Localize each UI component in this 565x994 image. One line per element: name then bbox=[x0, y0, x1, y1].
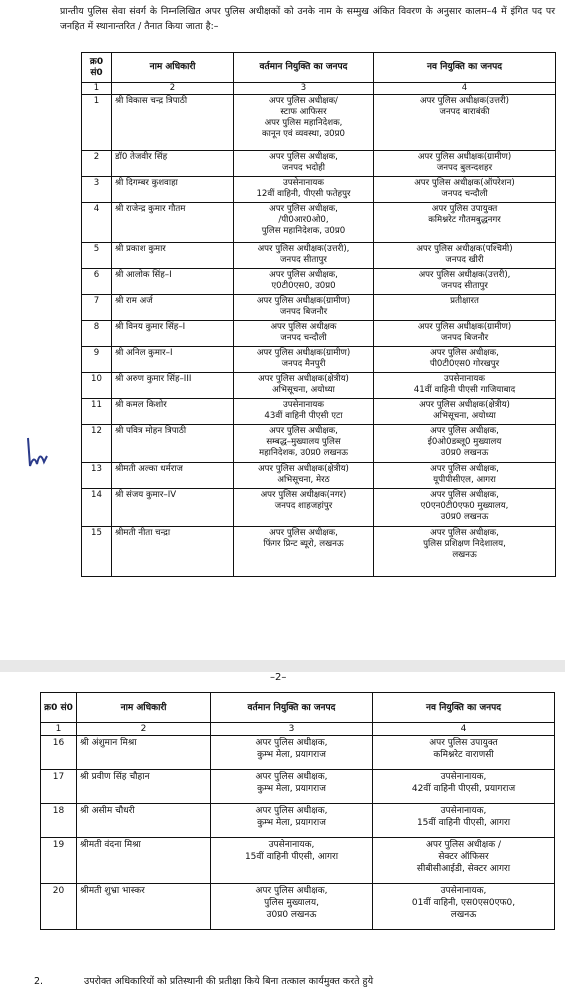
table-row bbox=[82, 399, 556, 425]
table-row bbox=[82, 269, 556, 295]
table-row bbox=[41, 838, 555, 884]
serial-number: 6 bbox=[82, 269, 112, 295]
table-row bbox=[82, 177, 556, 203]
serial-number: 9 bbox=[82, 347, 112, 373]
serial-number: 18 bbox=[41, 804, 77, 838]
current-posting: अपर पुलिस अधीक्षक(ग्रामीण) जनपद मैनपुरी bbox=[234, 347, 374, 373]
serial-number: 11 bbox=[82, 399, 112, 425]
new-posting: अपर पुलिस अधीक्षक, पी0टी0एस0 गोरखपुर bbox=[374, 347, 556, 373]
table-row bbox=[82, 347, 556, 373]
column-number: 3 bbox=[234, 83, 374, 95]
paragraph-number: 2. bbox=[34, 976, 44, 987]
order-page-2 bbox=[0, 672, 565, 994]
header-current-posting: वर्तमान नियुक्ति का जनपद bbox=[211, 693, 373, 723]
new-posting: अपर पुलिस अधीक्षक, पुलिस प्रशिक्षण निदेशालय, लखनऊ bbox=[374, 527, 556, 577]
officer-name: श्री आलोक सिंह–I bbox=[112, 269, 234, 295]
table-row bbox=[82, 95, 556, 151]
current-posting: अपर पुलिस अधीक्षक(क्षेत्रीय) अभिसूचना, मेरठ bbox=[234, 463, 374, 489]
column-number-row bbox=[82, 83, 556, 95]
table-row bbox=[41, 770, 555, 804]
officer-name: श्री अंशुमान मिश्रा bbox=[77, 736, 211, 770]
serial-number: 20 bbox=[41, 884, 77, 930]
serial-number: 12 bbox=[82, 425, 112, 463]
new-posting: अपर पुलिस अधीक्षक / सेक्टर ऑफिसर सीबीसीआईडी, सेक्टर आगरा bbox=[373, 838, 555, 884]
current-posting: अपर पुलिस अधीक्षक, पुलिस मुख्यालय, उ0प्र0 लखनऊ bbox=[211, 884, 373, 930]
officer-name: श्री कमल किशोर bbox=[112, 399, 234, 425]
header-serial: क्र0 सं0 bbox=[41, 693, 77, 723]
serial-number: 1 bbox=[82, 95, 112, 151]
new-posting: अपर पुलिस अधीक्षक(ग्रामीण) जनपद बुलन्दशहर bbox=[374, 151, 556, 177]
current-posting: उपसेनानायक 43वीं वाहिनी पीएसी एटा bbox=[234, 399, 374, 425]
table-row bbox=[82, 151, 556, 177]
new-posting: अपर पुलिस अधीक्षक, यूपीपीसीएल, आगरा bbox=[374, 463, 556, 489]
table-row bbox=[82, 373, 556, 399]
table-row bbox=[82, 295, 556, 321]
table-row bbox=[41, 804, 555, 838]
header-officer-name: नाम अधिकारी bbox=[77, 693, 211, 723]
column-number: 4 bbox=[373, 723, 555, 736]
current-posting: अपर पुलिस अधीक्षक, फिंगर प्रिन्ट ब्यूरो, लखनऊ bbox=[234, 527, 374, 577]
current-posting: अपर पुलिस अधीक्षक, कुम्भ मेला, प्रयागराज bbox=[211, 770, 373, 804]
header-new-posting: नव नियुक्ति का जनपद bbox=[373, 693, 555, 723]
current-posting: अपर पुलिस अधीक्षक, कुम्भ मेला, प्रयागराज bbox=[211, 804, 373, 838]
serial-number: 14 bbox=[82, 489, 112, 527]
header-row bbox=[41, 693, 555, 723]
column-number: 4 bbox=[374, 83, 556, 95]
officer-name: श्रीमती शुभ्रा भास्कर bbox=[77, 884, 211, 930]
officer-name: श्रीमती अल्का धर्मराज bbox=[112, 463, 234, 489]
officer-name: श्री राजेन्द्र कुमार गौतम bbox=[112, 203, 234, 243]
officer-name: श्री प्रवीण सिंह चौहान bbox=[77, 770, 211, 804]
officer-name: श्री प्रकाश कुमार bbox=[112, 243, 234, 269]
current-posting: अपर पुलिस अधीक्षक जनपद चन्दौली bbox=[234, 321, 374, 347]
table-row bbox=[82, 203, 556, 243]
current-posting: अपर पुलिस अधीक्षक(ग्रामीण) जनपद बिजनौर bbox=[234, 295, 374, 321]
new-posting: अपर पुलिस अधीक्षक(उत्तरी) जनपद बाराबंकी bbox=[374, 95, 556, 151]
serial-number: 2 bbox=[82, 151, 112, 177]
table-row bbox=[41, 884, 555, 930]
column-number: 1 bbox=[41, 723, 77, 736]
current-posting: अपर पुलिस अधीक्षक, ए0टी0एस0, उ0प्र0 bbox=[234, 269, 374, 295]
new-posting: अपर पुलिस अधीक्षक(क्षेत्रीय) अभिसूचना, अयोध्या bbox=[374, 399, 556, 425]
new-posting: अपर पुलिस उपायुक्त कमिश्नरेट गौतमबुद्धनगर bbox=[374, 203, 556, 243]
new-posting: अपर पुलिस अधीक्षक, ई0ओ0डब्लू0 मुख्यालय उ0प्र0 लखनऊ bbox=[374, 425, 556, 463]
table-row bbox=[82, 489, 556, 527]
transfer-table-page-1 bbox=[81, 52, 556, 577]
new-posting: अपर पुलिस अधीक्षक(ग्रामीण) जनपद बिजनौर bbox=[374, 321, 556, 347]
serial-number: 7 bbox=[82, 295, 112, 321]
handwritten-initial-mark bbox=[24, 436, 50, 470]
serial-number: 5 bbox=[82, 243, 112, 269]
table-row bbox=[82, 321, 556, 347]
new-posting: अपर पुलिस अधीक्षक(ऑपरेशन) जनपद चन्दौली bbox=[374, 177, 556, 203]
new-posting: अपर पुलिस अधीक्षक(पश्चिमी) जनपद खीरी bbox=[374, 243, 556, 269]
new-posting: उपसेनानायक, 15वीं वाहिनी पीएसी, आगरा bbox=[373, 804, 555, 838]
officer-name: श्री असीम चौधरी bbox=[77, 804, 211, 838]
current-posting: अपर पुलिस अधीक्षक, कुम्भ मेला, प्रयागराज bbox=[211, 736, 373, 770]
column-number: 3 bbox=[211, 723, 373, 736]
officer-name: श्री विनय कुमार सिंह–I bbox=[112, 321, 234, 347]
transfer-table-page-2 bbox=[40, 692, 555, 930]
table-row bbox=[82, 527, 556, 577]
column-number: 2 bbox=[112, 83, 234, 95]
serial-number: 3 bbox=[82, 177, 112, 203]
new-posting: उपसेनानायक, 01वीं वाहिनी, एस0एस0एफ0, लखनऊ bbox=[373, 884, 555, 930]
header-new-posting: नव नियुक्ति का जनपद bbox=[374, 53, 556, 83]
intro-paragraph: प्रान्तीय पुलिस सेवा संवर्ग के निम्नलिखित अपर पुलिस अधीक्षकों को उनके नाम के सम्मुख अंकित विवरण के अनुसार कालम–4 में इंगित पद पर जनहित में स्थानान्तरित / तैनात किया जाता है:– bbox=[60, 6, 555, 32]
serial-number: 19 bbox=[41, 838, 77, 884]
serial-number: 17 bbox=[41, 770, 77, 804]
officer-name: श्री अरुण कुमार सिंह–III bbox=[112, 373, 234, 399]
serial-number: 16 bbox=[41, 736, 77, 770]
table-row bbox=[41, 736, 555, 770]
current-posting: उपसेनानायक, 15वीं वाहिनी पीएसी, आगरा bbox=[211, 838, 373, 884]
header-serial: क्र0 सं0 bbox=[82, 53, 112, 83]
current-posting: अपर पुलिस अधीक्षक, सम्बद्ध–मुख्यालय पुलिस महानिदेशक, उ0प्र0 लखनऊ bbox=[234, 425, 374, 463]
officer-name: श्री राम अर्ज bbox=[112, 295, 234, 321]
table-row bbox=[82, 243, 556, 269]
current-posting: अपर पुलिस अधीक्षक(नगर) जनपद शाहजहांपुर bbox=[234, 489, 374, 527]
header-officer-name: नाम अधिकारी bbox=[112, 53, 234, 83]
column-number-row bbox=[41, 723, 555, 736]
table-row bbox=[82, 425, 556, 463]
current-posting: उपसेनानायक 12वीं वाहिनी, पीएसी फतेहपुर bbox=[234, 177, 374, 203]
current-posting: अपर पुलिस अधीक्षक(उत्तरी), जनपद सीतापुर bbox=[234, 243, 374, 269]
current-posting: अपर पुलिस अधीक्षक/ स्टाफ आफिसर अपर पुलिस महानिदेशक, कानून एवं व्यवस्था, उ0प्र0 bbox=[234, 95, 374, 151]
officer-name: श्री दिगम्बर कुशवाहा bbox=[112, 177, 234, 203]
officer-name: श्री संजय कुमार–IV bbox=[112, 489, 234, 527]
officer-name: श्रीमती वंदना मिश्रा bbox=[77, 838, 211, 884]
serial-number: 4 bbox=[82, 203, 112, 243]
table-row bbox=[82, 463, 556, 489]
serial-number: 13 bbox=[82, 463, 112, 489]
new-posting: अपर पुलिस उपायुक्त कमिश्नरेट वाराणसी bbox=[373, 736, 555, 770]
serial-number: 15 bbox=[82, 527, 112, 577]
header-row bbox=[82, 53, 556, 83]
header-current-posting: वर्तमान नियुक्ति का जनपद bbox=[234, 53, 374, 83]
column-number: 2 bbox=[77, 723, 211, 736]
officer-name: श्री अनिल कुमार–I bbox=[112, 347, 234, 373]
officer-name: श्री विकास चन्द्र त्रिपाठी bbox=[112, 95, 234, 151]
new-posting: अपर पुलिस अधीक्षक, ए0एन0टी0एफ0 मुख्यालय, उ0प्र0 लखनऊ bbox=[374, 489, 556, 527]
new-posting: अपर पुलिस अधीक्षक(उत्तरी), जनपद सीतापुर bbox=[374, 269, 556, 295]
paragraph-2 bbox=[34, 974, 554, 987]
paragraph-text: उपरोक्त अधिकारियों को प्रतिस्थानी की प्रतीक्षा किये बिना तत्काल कार्यमुक्त करते हुये bbox=[84, 976, 374, 987]
new-posting: उपसेनानायक, 42वीं वाहिनी पीएसी, प्रयागराज bbox=[373, 770, 555, 804]
officer-name: डॉ0 तेजवीर सिंह bbox=[112, 151, 234, 177]
current-posting: अपर पुलिस अधीक्षक(क्षेत्रीय) अभिसूचना, अयोध्या bbox=[234, 373, 374, 399]
serial-number: 10 bbox=[82, 373, 112, 399]
page-number: –2– bbox=[270, 672, 287, 683]
serial-number: 8 bbox=[82, 321, 112, 347]
new-posting: प्रतीक्षारत bbox=[374, 295, 556, 321]
current-posting: अपर पुलिस अधीक्षक, जनपद भदोही bbox=[234, 151, 374, 177]
current-posting: अपर पुलिस अधीक्षक, /पी0आर0ओ0, पुलिस महानिदेशक, उ0प्र0 bbox=[234, 203, 374, 243]
officer-name: श्री पवित्र मोहन त्रिपाठी bbox=[112, 425, 234, 463]
officer-name: श्रीमती नीता चन्द्रा bbox=[112, 527, 234, 577]
column-number: 1 bbox=[82, 83, 112, 95]
new-posting: उपसेनानायक 41वीं वाहिनी पीएसी गाजियाबाद bbox=[374, 373, 556, 399]
